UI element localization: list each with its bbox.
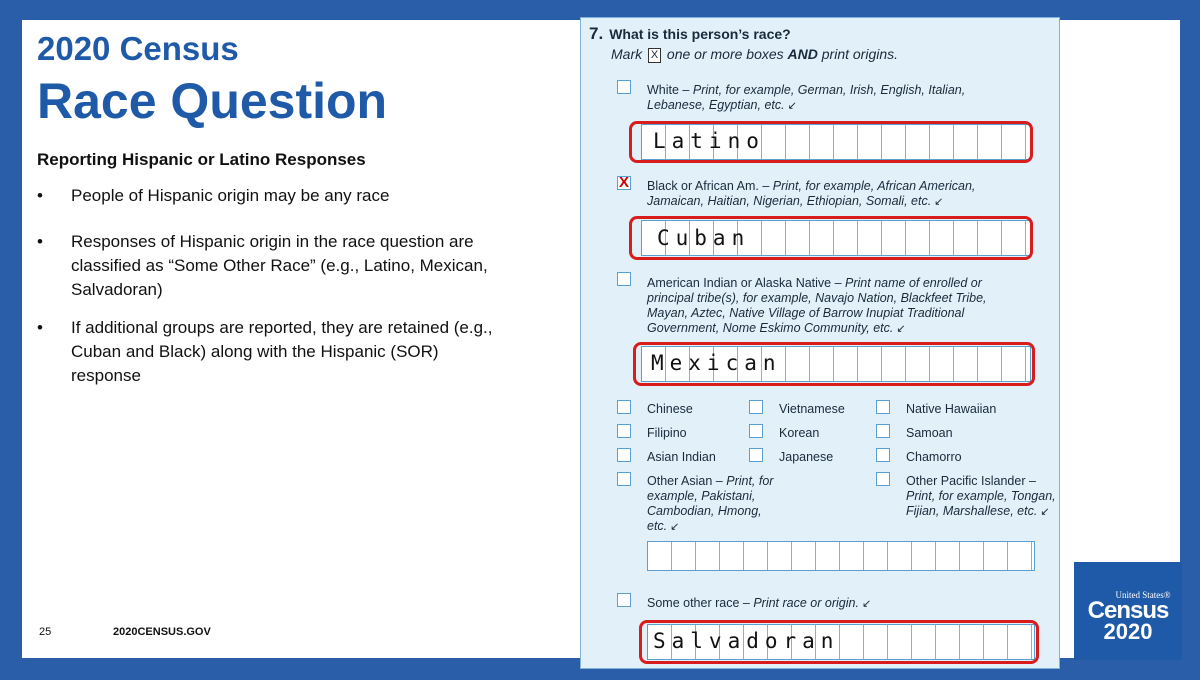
white-label: White – <box>647 83 690 97</box>
aian-option-label <box>647 276 1027 337</box>
white-handwritten-response: Latino <box>653 129 765 153</box>
black-option-label <box>647 179 1017 210</box>
sor-handwritten-response: Salvadoran <box>653 629 840 653</box>
arrow-icon: ↙ <box>896 323 906 335</box>
samoan-checkbox[interactable] <box>876 424 890 438</box>
asian-pi-write-in-field[interactable] <box>647 541 1035 571</box>
bullet-item <box>37 184 497 208</box>
other-asian-label: Other Asian – <box>647 474 723 488</box>
filipino-checkbox[interactable] <box>617 424 631 438</box>
bullet-item <box>37 316 497 388</box>
bullet-item <box>37 230 497 302</box>
black-handwritten-response: Cuban <box>657 226 751 250</box>
instruction-x-box: X <box>648 48 661 63</box>
vietnamese-checkbox[interactable] <box>749 400 763 414</box>
other-asian-option-label <box>647 474 797 535</box>
instruction-and: AND <box>787 46 818 62</box>
sor-instructions: Print race or origin. <box>753 596 859 610</box>
question-text: What is this person’s race? <box>609 26 791 42</box>
other-pi-option-label <box>906 474 1056 520</box>
arrow-icon: ↙ <box>934 196 944 208</box>
slide-title-line2: Race Question <box>37 73 388 129</box>
bullet-text: People of Hispanic origin may be any race <box>71 186 390 205</box>
bullet-text: Responses of Hispanic origin in the race question are classified as “Some Other Race” (e.g., Latino, Mexican, Salvadoran) <box>71 232 488 299</box>
black-instructions: Print, for example, African American, Jamaican, Haitian, Nigerian, Ethiopian, Somali, etc. <box>647 179 976 208</box>
question-heading <box>589 24 791 44</box>
instruction-post: one or more boxes <box>666 46 784 62</box>
census-logo <box>1074 562 1182 660</box>
vietnamese-label: Vietnamese <box>779 402 845 416</box>
chinese-label: Chinese <box>647 402 693 416</box>
chinese-checkbox[interactable] <box>617 400 631 414</box>
sor-option-label <box>647 596 871 612</box>
instruction-end: print origins. <box>821 46 899 62</box>
black-label: Black or African Am. – <box>647 179 770 193</box>
arrow-icon: ↙ <box>670 521 680 533</box>
black-checkbox-checked[interactable]: X <box>618 174 629 191</box>
sor-label: Some other race – <box>647 596 750 610</box>
aian-checkbox[interactable] <box>617 272 631 286</box>
logo-united-states: United States® <box>1115 590 1171 600</box>
footer-url: 2020CENSUS.GOV <box>113 626 211 638</box>
native-hawaiian-label: Native Hawaiian <box>906 402 997 416</box>
filipino-label: Filipino <box>647 426 687 440</box>
arrow-icon: ↙ <box>1040 506 1050 518</box>
question-number: 7. <box>589 24 604 43</box>
aian-label: American Indian or Alaska Native – <box>647 276 842 290</box>
japanese-label: Japanese <box>779 450 834 464</box>
japanese-checkbox[interactable] <box>749 448 763 462</box>
arrow-icon: ↙ <box>787 100 797 112</box>
bullet-dot: • <box>37 232 43 251</box>
logo-year: 2020 <box>1103 619 1153 644</box>
some-other-race-checkbox[interactable] <box>617 593 631 607</box>
census-form-image <box>580 17 1060 669</box>
page-number: 25 <box>39 626 52 638</box>
chamorro-label: Chamorro <box>906 450 962 464</box>
instruction-mark-word: Mark <box>611 46 643 62</box>
logo-census: Census <box>1087 597 1169 624</box>
bullet-list <box>37 184 497 388</box>
white-checkbox[interactable] <box>617 80 631 94</box>
asian-indian-checkbox[interactable] <box>617 448 631 462</box>
chamorro-checkbox[interactable] <box>876 448 890 462</box>
other-asian-checkbox[interactable] <box>617 472 631 486</box>
white-instructions: Print, for example, German, Irish, English, Italian, Lebanese, Egyptian, etc. <box>647 83 966 112</box>
bullet-dot: • <box>37 318 43 337</box>
other-pi-checkbox[interactable] <box>876 472 890 486</box>
arrow-icon: ↙ <box>861 598 872 610</box>
asian-indian-label: Asian Indian <box>647 450 716 464</box>
samoan-label: Samoan <box>906 426 953 440</box>
bullet-text: If additional groups are reported, they are retained (e.g., Cuban and Black) along with the Hispanic (SOR) response <box>71 318 493 385</box>
slide-subheading: Reporting Hispanic or Latino Responses <box>37 150 366 169</box>
other-pi-label: Other Pacific Islander – <box>906 474 1036 488</box>
aian-handwritten-response: Mexican <box>651 351 782 375</box>
question-instruction <box>611 46 898 63</box>
other-pi-instructions: Print, for example, Tongan, Fijian, Marshallese, etc. <box>906 489 1056 518</box>
native-hawaiian-checkbox[interactable] <box>876 400 890 414</box>
korean-label: Korean <box>779 426 820 440</box>
aian-instructions: Print name of enrolled or principal tribe(s), for example, Navajo Nation, Blackfeet Tribe, Mayan, Aztec, Native Village of Barrow Inupiat Traditional Government, Nome Eskimo Community, etc. <box>647 276 987 335</box>
korean-checkbox[interactable] <box>749 424 763 438</box>
other-asian-instructions: Print, for example, Pakistani, Cambodian, Hmong, etc. <box>647 474 774 533</box>
bullet-dot: • <box>37 186 43 205</box>
slide-title-line1: 2020 Census <box>37 30 239 67</box>
white-option-label <box>647 83 1017 114</box>
